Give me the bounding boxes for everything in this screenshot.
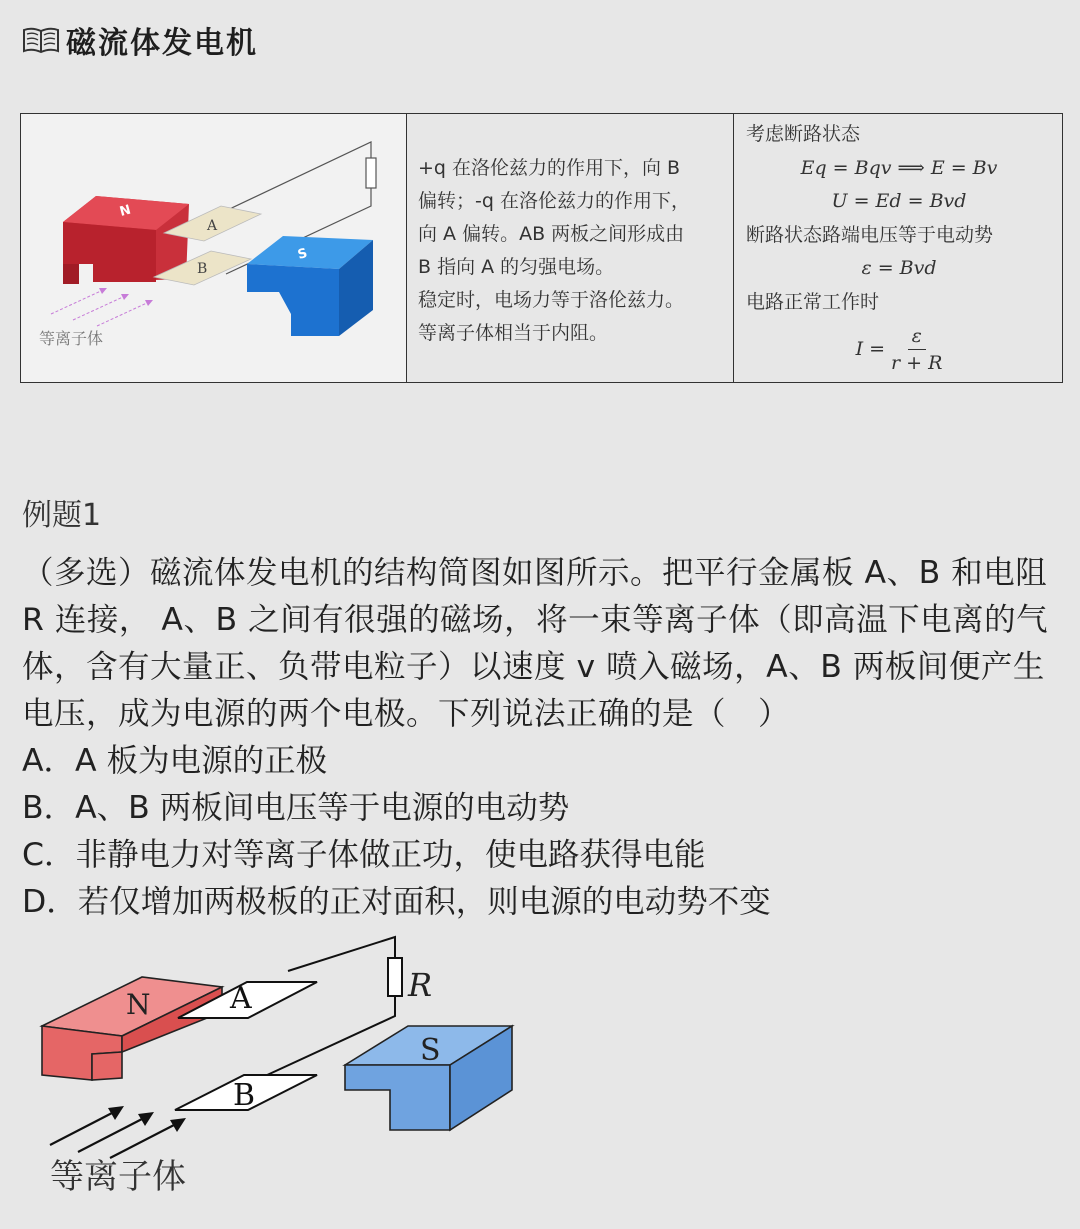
question-text: （多选）磁流体发电机的结构简图如图所示。把平行金属板 A、B 和电阻 R 连接， A、B 之间有很强的磁场，将一束等离子体（即高温下电离的气体，含有大量正、负带电粒子）以速度 v 喷入磁场，A、B 两板间便产生电压，成为电源的两个电极。下列说法正确的是（ ）: [22, 555, 1049, 732]
resistor-label: R: [408, 966, 433, 1004]
fraction-denominator: r + R: [891, 351, 943, 374]
generator-schematic: [30, 930, 530, 1220]
n-pole-label: N: [126, 988, 151, 1021]
formula-voltage: U = Ed = Bvd: [831, 190, 967, 212]
s-pole-label: S: [296, 245, 310, 263]
normal-operation-title: 电路正常工作时: [746, 290, 880, 313]
option-d: D．若仅增加两极板的正对面积，则电源的电动势不变: [22, 884, 771, 920]
formula-cell: [734, 114, 1062, 382]
formula-force-balance: Eq = Bqv ⟹ E = Bv: [800, 156, 998, 179]
current-fraction: [891, 325, 942, 374]
example-title: 例题1: [22, 498, 102, 533]
plate-a-label: A: [230, 981, 252, 1016]
current-lhs: I =: [855, 338, 886, 360]
plate-a-label: A: [207, 218, 218, 234]
explanation-line: 等离子体相当于内阻。: [418, 322, 609, 344]
formula-emf: ε = Bvd: [861, 257, 937, 279]
plate-b-label: B: [197, 261, 208, 277]
plasma-label: 等离子体: [39, 329, 104, 348]
n-pole-label: N: [118, 202, 133, 220]
open-circuit-title: 考虑断路状态: [746, 123, 861, 145]
option-a: A．A 板为电源的正极: [22, 743, 328, 779]
plasma-label: 等离子体: [50, 1157, 186, 1197]
answer-options: [22, 738, 771, 926]
generator-diagram-cell: [21, 114, 407, 382]
s-pole-label: S: [420, 1033, 441, 1068]
page-title: 磁流体发电机: [66, 26, 258, 61]
book-icon: [22, 25, 60, 55]
option-c: C．非静电力对等离子体做正功，使电路获得电能: [22, 837, 706, 873]
explanation-line: +q 在洛伦兹力的作用下，向 B: [418, 157, 681, 179]
open-circuit-note: 断路状态路端电压等于电动势: [746, 223, 994, 246]
plate-b-label: B: [233, 1078, 256, 1113]
explanation-line: B 指向 A 的匀强电场。: [418, 256, 615, 278]
explanation-line: 稳定时，电场力等于洛伦兹力。: [418, 289, 685, 311]
option-b: B．A、B 两板间电压等于电源的电动势: [22, 790, 570, 826]
fraction-numerator: ε: [908, 325, 926, 350]
formula-current: [746, 319, 1052, 379]
explanation-line: 向 A 偏转。AB 两板之间形成由: [418, 223, 685, 245]
explanation-line: 偏转；-q 在洛伦兹力的作用下，: [418, 190, 690, 212]
generator-diagram: [21, 114, 405, 382]
explanation-cell: [407, 114, 734, 382]
header: [22, 18, 258, 62]
summary-table: [20, 113, 1063, 383]
